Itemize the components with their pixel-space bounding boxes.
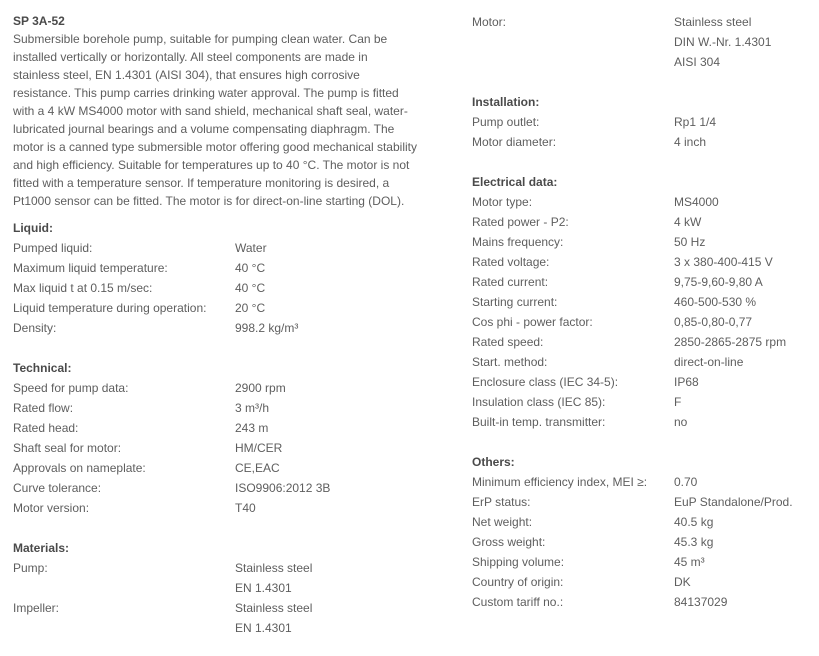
spec-label: Pumped liquid: xyxy=(13,241,93,255)
spec-label: Maximum liquid temperature: xyxy=(13,261,168,275)
spec-row xyxy=(13,438,453,458)
spec-label: Liquid temperature during operation: xyxy=(13,301,207,315)
spec-value xyxy=(674,412,687,432)
spec-value-line: DK xyxy=(674,575,691,589)
spec-label: Insulation class (IEC 85): xyxy=(472,395,606,409)
spec-value xyxy=(674,512,713,532)
product-title: SP 3A-52 xyxy=(13,14,65,28)
section-technical xyxy=(13,358,453,518)
spec-value-line: 4 kW xyxy=(674,215,702,229)
spec-value-line: T40 xyxy=(235,501,256,515)
spec-value-line: 20 °C xyxy=(235,301,266,315)
description-line: stainless steel, EN 1.4301 (AISI 304), that ensures high corrosive xyxy=(13,68,360,82)
spec-row xyxy=(472,512,812,532)
spec-value xyxy=(674,112,716,132)
spec-row xyxy=(472,332,812,352)
spec-label: Rated current: xyxy=(472,275,549,289)
spec-row xyxy=(13,298,453,318)
description-line: installed vertically or horizontally. All steel components are made in xyxy=(13,50,368,64)
spec-value-line: 243 m xyxy=(235,421,269,435)
section-materials xyxy=(13,538,453,638)
section-others xyxy=(472,452,812,612)
spec-value xyxy=(235,278,265,298)
section-title-liquid: Liquid: xyxy=(13,221,53,235)
section-title-electrical: Electrical data: xyxy=(472,175,558,189)
spec-label: Shaft seal for motor: xyxy=(13,441,122,455)
description-line: resistance. This pump carries drinking water approval. The pump is fitted xyxy=(13,86,399,100)
spec-row xyxy=(13,398,453,418)
spec-row xyxy=(472,112,812,132)
spec-row xyxy=(472,312,812,332)
materials-rows xyxy=(13,558,453,638)
spec-value xyxy=(235,378,286,398)
spec-row xyxy=(472,392,812,412)
spec-value-line: EN 1.4301 xyxy=(235,621,292,635)
spec-value-line: 2900 rpm xyxy=(235,381,286,395)
spec-value xyxy=(674,372,699,392)
spec-label: Pump: xyxy=(13,561,48,575)
spec-row xyxy=(472,352,812,372)
spec-label: Rated voltage: xyxy=(472,255,550,269)
right-column xyxy=(472,12,812,612)
spec-row xyxy=(13,318,453,338)
spec-row xyxy=(472,592,812,612)
installation-rows xyxy=(472,112,812,152)
technical-rows xyxy=(13,378,453,518)
spec-value xyxy=(674,232,705,252)
spec-label: Rated flow: xyxy=(13,401,74,415)
spec-row xyxy=(13,278,453,298)
spec-value xyxy=(235,318,298,338)
spec-row xyxy=(13,238,453,258)
spec-row xyxy=(472,212,812,232)
spec-row xyxy=(472,232,812,252)
spec-label: Minimum efficiency index, MEI ≥: xyxy=(472,475,648,489)
spec-row xyxy=(472,472,812,492)
spec-value xyxy=(235,478,330,498)
spec-row xyxy=(472,12,812,72)
spec-value xyxy=(235,298,265,318)
spec-value xyxy=(235,258,265,278)
spec-value-line: 0.70 xyxy=(674,475,698,489)
description-line: motor is a canned type submersible motor offering good mechanical stability xyxy=(13,140,417,154)
spec-label: Rated speed: xyxy=(472,335,544,349)
section-liquid xyxy=(13,218,453,338)
description-line: Submersible borehole pump, suitable for pumping clean water. Can be xyxy=(13,32,388,46)
spec-value-line: direct-on-line xyxy=(674,355,744,369)
motor-rows xyxy=(472,12,812,72)
spec-label: Gross weight: xyxy=(472,535,546,549)
spec-label: Motor diameter: xyxy=(472,135,557,149)
spec-row xyxy=(13,478,453,498)
spec-value-line: 84137029 xyxy=(674,595,728,609)
spec-value-line: 998.2 kg/m³ xyxy=(235,321,299,335)
spec-value xyxy=(235,558,312,598)
spec-row xyxy=(13,258,453,278)
spec-row xyxy=(472,532,812,552)
spec-value-line: ISO9906:2012 3B xyxy=(235,481,331,495)
spec-label: Curve tolerance: xyxy=(13,481,102,495)
spec-label: Start. method: xyxy=(472,355,548,369)
spec-value-line: MS4000 xyxy=(674,195,719,209)
spec-row xyxy=(13,558,453,598)
spec-value-line: 40 °C xyxy=(235,281,266,295)
spec-row xyxy=(13,378,453,398)
spec-value-line: HM/CER xyxy=(235,441,283,455)
spec-row xyxy=(472,372,812,392)
spec-value-line: Stainless steel xyxy=(235,561,313,575)
spec-label: Approvals on nameplate: xyxy=(13,461,146,475)
spec-value-line: CE,EAC xyxy=(235,461,280,475)
spec-label: Rated power - P2: xyxy=(472,215,569,229)
spec-value xyxy=(674,12,771,72)
spec-value-line: EuP Standalone/Prod. xyxy=(674,495,793,509)
spec-label: Impeller: xyxy=(13,601,60,615)
spec-value xyxy=(235,598,312,638)
spec-label: Cos phi - power factor: xyxy=(472,315,593,329)
spec-row xyxy=(13,498,453,518)
spec-row xyxy=(13,598,453,638)
spec-label: Speed for pump data: xyxy=(13,381,129,395)
spec-label: Motor type: xyxy=(472,195,533,209)
spec-label: Rated head: xyxy=(13,421,79,435)
spec-value-line: DIN W.-Nr. 1.4301 xyxy=(674,35,772,49)
spec-label: Pump outlet: xyxy=(472,115,540,129)
section-motor xyxy=(472,12,812,72)
spec-value xyxy=(674,392,681,412)
spec-value xyxy=(674,592,727,612)
spec-value-line: 460-500-530 % xyxy=(674,295,757,309)
spec-value-line: 50 Hz xyxy=(674,235,706,249)
section-title-technical: Technical: xyxy=(13,361,72,375)
spec-label: Max liquid t at 0.15 m/sec: xyxy=(13,281,153,295)
spec-value xyxy=(674,492,793,512)
spec-row xyxy=(472,412,812,432)
spec-value xyxy=(235,238,267,258)
spec-value xyxy=(674,212,701,232)
spec-value-line: Water xyxy=(235,241,267,255)
spec-value-line: no xyxy=(674,415,688,429)
section-title-materials: Materials: xyxy=(13,541,70,555)
spec-label: Custom tariff no.: xyxy=(472,595,564,609)
product-description xyxy=(13,30,453,210)
spec-label: Density: xyxy=(13,321,57,335)
spec-label: Motor version: xyxy=(13,501,90,515)
spec-value xyxy=(674,532,713,552)
spec-value xyxy=(674,552,705,572)
spec-value xyxy=(674,132,706,152)
spec-row xyxy=(472,252,812,272)
spec-value xyxy=(674,352,743,372)
spec-value-line: 9,75-9,60-9,80 A xyxy=(674,275,763,289)
spec-value xyxy=(674,332,786,352)
spec-row xyxy=(472,132,812,152)
spec-value-line: 2850-2865-2875 rpm xyxy=(674,335,787,349)
spec-value xyxy=(674,472,697,492)
spec-value xyxy=(235,498,256,518)
spec-label: Shipping volume: xyxy=(472,555,565,569)
spec-value xyxy=(674,292,756,312)
liquid-rows xyxy=(13,238,453,338)
left-column xyxy=(13,12,453,638)
others-rows xyxy=(472,472,812,612)
spec-value xyxy=(674,192,719,212)
spec-value xyxy=(235,438,282,458)
description-line: Pt1000 sensor can be fitted. The motor is for direct-on-line starting (DOL). xyxy=(13,194,405,208)
spec-value-line: 3 x 380-400-415 V xyxy=(674,255,773,269)
spec-value-line: 4 inch xyxy=(674,135,707,149)
spec-value-line: 40 °C xyxy=(235,261,266,275)
spec-row xyxy=(472,552,812,572)
spec-row xyxy=(472,292,812,312)
spec-value-line: AISI 304 xyxy=(674,55,721,69)
spec-value xyxy=(235,418,268,438)
section-installation xyxy=(472,92,812,152)
spec-value-line: 40.5 kg xyxy=(674,515,714,529)
spec-value-line: Stainless steel xyxy=(235,601,313,615)
spec-row xyxy=(472,272,812,292)
description-line: and high efficiency. Suitable for temperatures up to 40 °C. The motor is not xyxy=(13,158,410,172)
spec-label: Enclosure class (IEC 34-5): xyxy=(472,375,619,389)
spec-value-line: EN 1.4301 xyxy=(235,581,292,595)
spec-value xyxy=(674,272,763,292)
section-title-installation: Installation: xyxy=(472,95,540,109)
spec-label: Net weight: xyxy=(472,515,533,529)
description-line: fitted with a temperature sensor. If temperature monitoring is desired, a xyxy=(13,176,390,190)
spec-row xyxy=(472,192,812,212)
spec-value xyxy=(235,398,269,418)
spec-value-line: IP68 xyxy=(674,375,699,389)
spec-value-line: 0,85-0,80-0,77 xyxy=(674,315,753,329)
spec-value-line: 3 m³/h xyxy=(235,401,270,415)
spec-label: Built-in temp. transmitter: xyxy=(472,415,606,429)
electrical-rows xyxy=(472,192,812,432)
section-electrical xyxy=(472,172,812,432)
spec-label: Motor: xyxy=(472,15,507,29)
spec-value xyxy=(235,458,280,478)
description-line: with a 4 kW MS4000 motor with sand shield, mechanical shaft seal, water- xyxy=(13,104,408,118)
spec-value-line: Rp1 1/4 xyxy=(674,115,717,129)
spec-row xyxy=(472,572,812,592)
spec-value-line: Stainless steel xyxy=(674,15,752,29)
spec-value-line: F xyxy=(674,395,682,409)
spec-value-line: 45.3 kg xyxy=(674,535,714,549)
spec-label: Mains frequency: xyxy=(472,235,564,249)
spec-row xyxy=(13,458,453,478)
spec-value xyxy=(674,252,773,272)
spec-label: ErP status: xyxy=(472,495,531,509)
spec-value xyxy=(674,312,752,332)
spec-row xyxy=(472,492,812,512)
spec-label: Country of origin: xyxy=(472,575,564,589)
spec-label: Starting current: xyxy=(472,295,558,309)
section-title-others: Others: xyxy=(472,455,515,469)
spec-row xyxy=(13,418,453,438)
spec-value xyxy=(674,572,691,592)
spec-value-line: 45 m³ xyxy=(674,555,705,569)
description-line: lubricated journal bearings and a volume compensating diaphragm. The xyxy=(13,122,395,136)
